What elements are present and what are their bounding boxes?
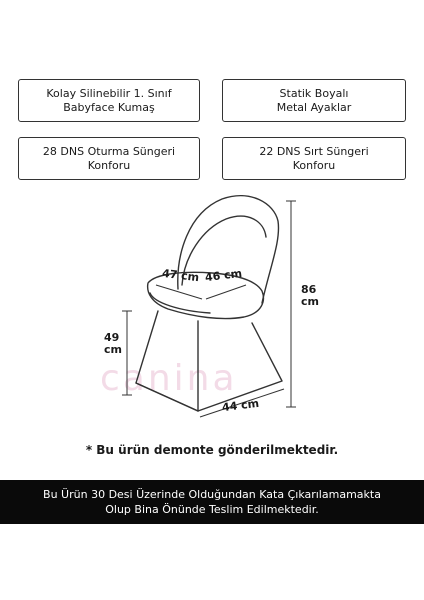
delivery-banner-line-1: Bu Ürün 30 Desi Üzerinde Olduğundan Kata Çıkarılamamakta [43,488,381,501]
feature-box-back-sponge: 22 DNS Sırt Süngeri Konforu [222,137,406,180]
feature-box-legs: Statik Boyalı Metal Ayaklar [222,79,406,122]
assembly-notice: * Bu ürün demonte gönderilmektedir. [85,443,339,457]
delivery-banner-line-2: Olup Bina Önünde Teslim Edilmektedir. [105,503,319,516]
dimension-height: 86 cm [301,283,319,308]
feature-box-seat-sponge: 28 DNS Oturma Süngeri Konforu [18,137,200,180]
seat-width-arrow [206,285,246,299]
brand-watermark: canina [100,358,238,399]
seat-depth-arrow [156,285,202,299]
dimension-seat-width: 46 cm [204,266,243,285]
feature-box-fabric: Kolay Silinebilir 1. Sınıf Babyface Kumaş [18,79,200,122]
dimension-seat-depth: 47 cm [161,266,200,285]
chair-legs [136,311,282,411]
delivery-banner [0,480,424,524]
chair-diagram [0,185,424,425]
dimension-seat-height: 49 cm [104,331,122,356]
dimension-base-width: 44 cm [221,396,260,415]
